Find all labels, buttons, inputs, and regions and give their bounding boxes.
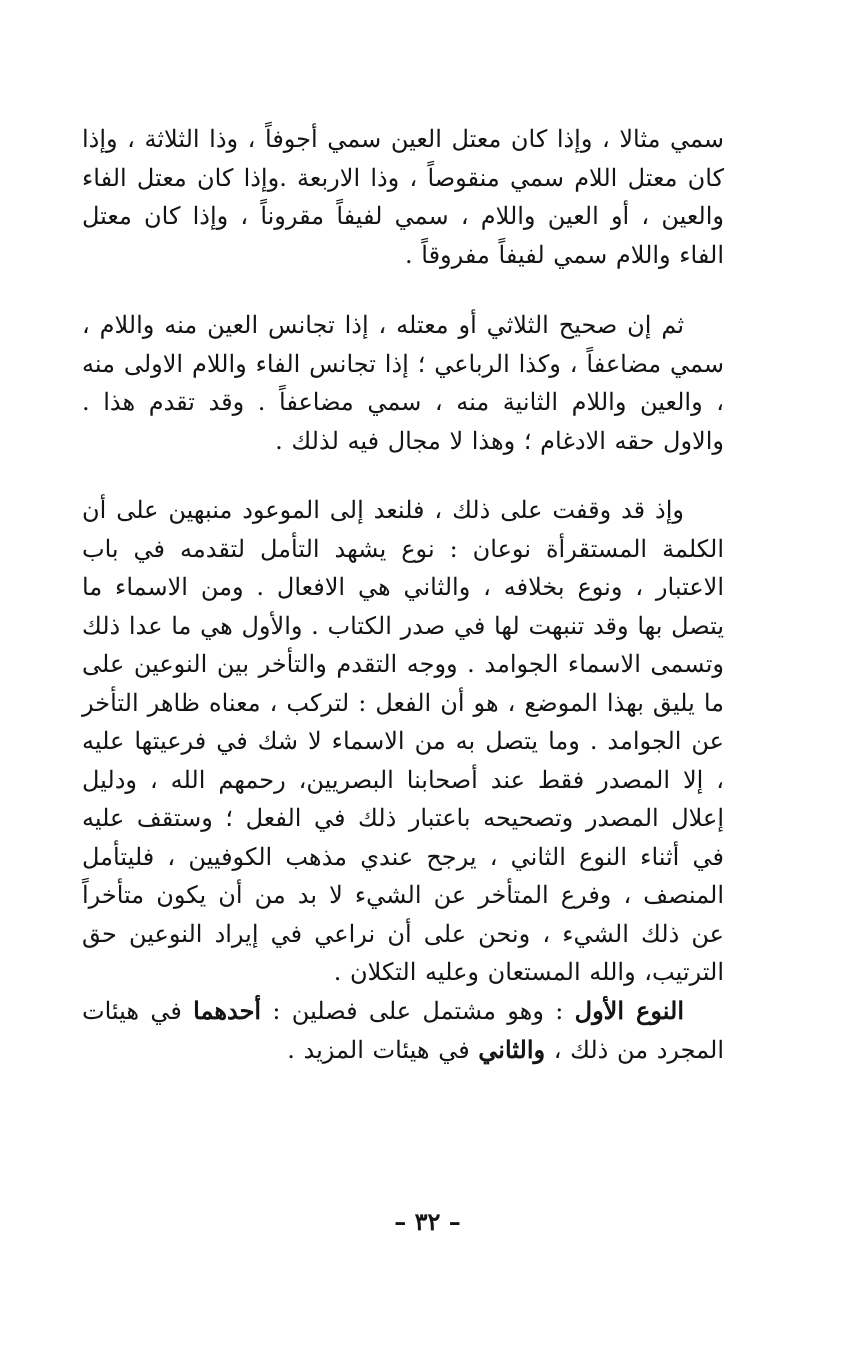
page-number: – ٣٢ –	[394, 1207, 461, 1236]
paragraph-2	[82, 306, 724, 460]
paragraph-4-text	[82, 992, 724, 1069]
paragraph-1-text: سمي مثالا ، وإذا كان معتل العين سمي أجوفاً ، وذا الثلاثة ، وإذا كان معتل اللام سمي منقوصاً ، وذا الاربعة .وإذا كان معتل الفاء والعين ، أو العين واللام ، سمي لفيفاً مقروناً ، وإذا كان معتل الفاء واللام سمي لفيفاً مفروقاً .	[82, 125, 725, 269]
section-label-second: والثاني	[478, 1034, 546, 1064]
paragraph-4-segment-a: : وهو مشتمل على فصلين :	[261, 997, 575, 1025]
paragraph-3	[82, 491, 724, 992]
paragraph-4-segment-b: في هيئات المجرد من ذلك ،	[82, 997, 724, 1064]
paragraph-4-segment-c: في هيئات المزيد .	[287, 1035, 479, 1064]
paragraph-3-text: وإذ قد وقفت على ذلك ، فلنعد إلى الموعود منبهين على أن الكلمة المستقرأة نوعان : نوع يشهد التأمل لتقدمه في باب الاعتبار ، ونوع بخلافه ، والثاني هي الافعال . ومن الاسماء ما يتصل بها وقد تنبهت لها في صدر الكتاب . والأول هي ما عدا ذلك وتسمى الاسماء الجوامد . ووجه التقدم والتأخر بين النوعين على ما يليق بهذا الموضع ، هو أن الفعل : لتركب ، معناه ظاهر التأخر عن الجوامد . وما يتصل به من الاسماء لا شك في فرعيتها عليه ، إلا المصدر فقط عند أصحابنا البصريين، رحمهم الله ، ودليل إعلال المصدر وتصحيحه باعتبار ذلك في الفعل ؛ وستقف عليه في أثناء النوع الثاني ، يرجح عندي مذهب الكوفيين ، فليتأمل المنصف ، وفرع المتأخر عن الشيء لا بد من أن يكون متأخراً عن ذلك الشيء ، ونحن على أن نراعي في إيراد النوعين حق الترتيب، والله المستعان وعليه التكلان .	[82, 496, 725, 986]
paragraph-1	[82, 120, 724, 274]
paragraph-4	[82, 992, 724, 1069]
section-label-one: أحدهما	[193, 996, 262, 1025]
paragraph-2-text: ثم إن صحيح الثلاثي أو معتله ، إذا تجانس العين منه واللام ، سمي مضاعفاً ، وكذا الرباعي ؛ إذا تجانس الفاء واللام الاولى منه ، والعين واللام الثانية منه ، سمي مضاعفاً . وقد تقدم هذا . والاول حقه الادغام ؛ وهذا لا مجال فيه لذلك .	[82, 311, 724, 455]
section-label-first-type: النوع الأول	[574, 996, 684, 1025]
